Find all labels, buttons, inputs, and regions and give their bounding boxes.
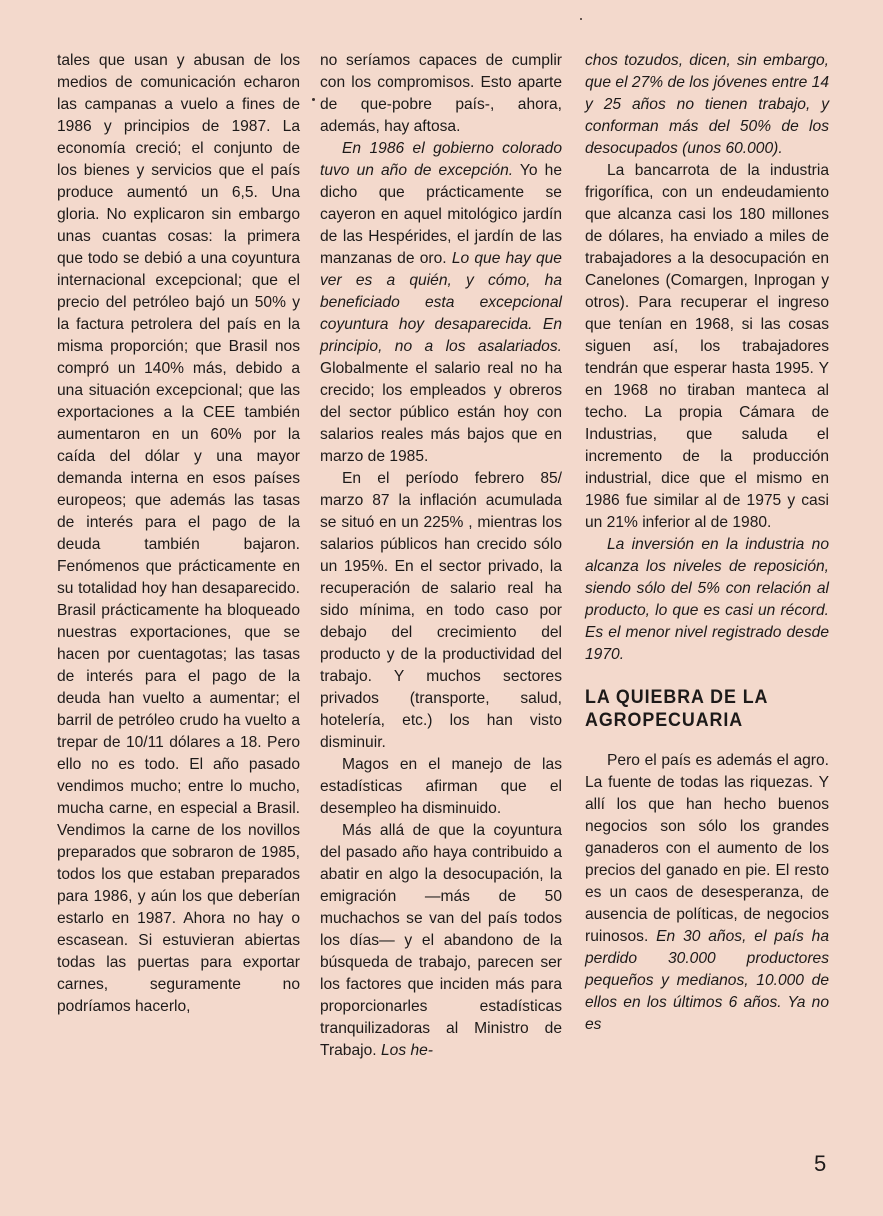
text: Más allá de que la coyuntura del pasado año haya contribuido a abatir en algo la desocupación, la emigración —más de 50 muchachos se van del país todos los días— y el abandono de la búsqueda de trabajo, parecen ser los factores que inciden más para proporcionarles estadísticas tranquilizadoras al Ministro de Trabajo. bbox=[320, 822, 562, 1059]
italic-text: Los he- bbox=[380, 1042, 433, 1059]
italic-text: chos tozudos, dicen, sin embargo, que el 27% de los jóvenes entre 14 y 25 años no tienen trabajo, y conforman más del 50% de los desocupados (unos 60.000). bbox=[585, 52, 829, 157]
text: Globalmente el salario real no ha crecido; los empleados y obreros del sector público están hoy con salarios reales más bajos que en marzo de 1985. bbox=[320, 360, 562, 465]
paragraph bbox=[585, 750, 829, 1036]
column-3 bbox=[585, 50, 829, 1036]
column-1 bbox=[57, 50, 300, 1018]
paragraph bbox=[320, 820, 562, 1062]
text: Yo he dicho que prácticamente se cayeron en aquel mitológico jardín de las Hespérides, el jardín de las manzanas de oro. bbox=[320, 162, 562, 267]
print-speck bbox=[580, 18, 582, 20]
text: Magos en el manejo de las estadísticas afirman que el desempleo ha disminuido. bbox=[320, 756, 562, 817]
italic-text: La inversión en la industria no alcanza los niveles de reposición, siendo sólo del 5% con relación al producto, lo que es casi un récord. Es el menor nivel registrado desde 1970. bbox=[585, 536, 829, 663]
section-heading: LA QUIEBRA DE LA AGROPECUARIA bbox=[585, 687, 768, 731]
paragraph bbox=[320, 50, 562, 138]
italic-text: En 1986 el gobierno colorado tuvo un año de excepción. bbox=[320, 140, 562, 179]
paragraph bbox=[320, 138, 562, 468]
paragraph bbox=[585, 50, 829, 160]
text: no seríamos capaces de cumplir con los compromisos. Esto aparte de que-pobre país-, ahora, además, hay aftosa. bbox=[320, 52, 562, 135]
paragraph bbox=[320, 468, 562, 754]
page-number: 5 bbox=[814, 1151, 827, 1176]
paragraph bbox=[320, 754, 562, 820]
text: En el período febrero 85/ marzo 87 la inflación acumulada se situó en un 225% , mientras los salarios públicos han crecido sólo un 195%. En el sector privado, la recuperación de salario real ha sido mínima, en todo caso por debajo del crecimiento del producto y de la productividad del trabajo. Y muchos sectores privados (transporte, salud, hotelería, etc.) los han visto disminuir. bbox=[320, 470, 562, 751]
text: tales que usan y abusan de los medios de comunicación echaron las campanas a vuelo a fines de 1986 y principios de 1987. La economía creció; el conjunto de los bienes y servicios que el país produce aumentó un 6,5. Una gloria. No explicaron sin embargo unas cuantas cosas: la primera que todo se debió a una coyuntura internacional excepcional; que el precio del petróleo bajó un 50% y la factura petrolera del país en la misma proporción; que Brasil nos compró un 140% más, debido a una situación excepcional; que las exportaciones a la CEE también aumentaron en un 60% por la caída del dólar y una mayor demanda interna en esos países europeos; que además las tasas de interés para el pago de la deuda también bajaron. Fenómenos que prácticamente en su totalidad hoy han desaparecido. Brasil prácticamente ha bloqueado nuestras exportaciones, que se hacen por cuentagotas; las tasas de interés para el pago de la deuda han vuelto a aumentar; el barril de petróleo crudo ha vuelto a trepar de 10/11 dólares a 18. Pero ello no es todo. El año pasado vendimos mucho; entre lo mucho, mucha carne, en especial a Brasil. Vendimos la carne de los novillos preparados que sobraron de 1985, todos los que estaban preparados para 1986, y aún los que deberían estarlo en 1987. Ahora no hay o escasean. Si estuvieran abiertas todas las puertas para exportar carnes, seguramente no podríamos hacerlo, bbox=[57, 52, 300, 1015]
italic-text: Lo que hay que ver es a quién, y cómo, ha beneficiado esta excepcional coyuntura hoy desaparecida. En principio, no a los asalariados. bbox=[320, 250, 562, 355]
paragraph bbox=[57, 50, 300, 1018]
text: Pero el país es además el agro. La fuente de todas las riquezas. Y allí los que han hecho buenos negocios son sólo los grandes ganaderos con el aumento de los precios del ganado en pie. El resto es un caos de desesperanza, de ausencia de políticas, de negocios ruinosos. bbox=[585, 752, 829, 945]
italic-text: En 30 años, el país ha perdido 30.000 productores pequeños y medianos, 10.000 de ellos en los últimos 6 años. Ya no es bbox=[585, 928, 829, 1033]
column-2 bbox=[320, 50, 562, 1062]
paragraph bbox=[585, 534, 829, 666]
print-speck bbox=[312, 98, 315, 101]
paragraph bbox=[585, 160, 829, 534]
text: La bancarrota de la industria frigorífica, con un endeudamiento que alcanza casi los 180 millones de dólares, ha enviado a miles de trabajadores a la desocupación en Canelones (Comargen, Inprogan y otros). Para recuperar el ingreso que tenían en 1968, si las cosas siguen así, los trabajadores tendrán que esperar hasta 1995. Y en 1968 no tiraban manteca al techo. La propia Cámara de Industrias, que saluda el incremento de la producción industrial, dice que el mismo en 1986 fue similar al de 1975 y casi un 21% inferior al de 1980. bbox=[585, 162, 829, 531]
